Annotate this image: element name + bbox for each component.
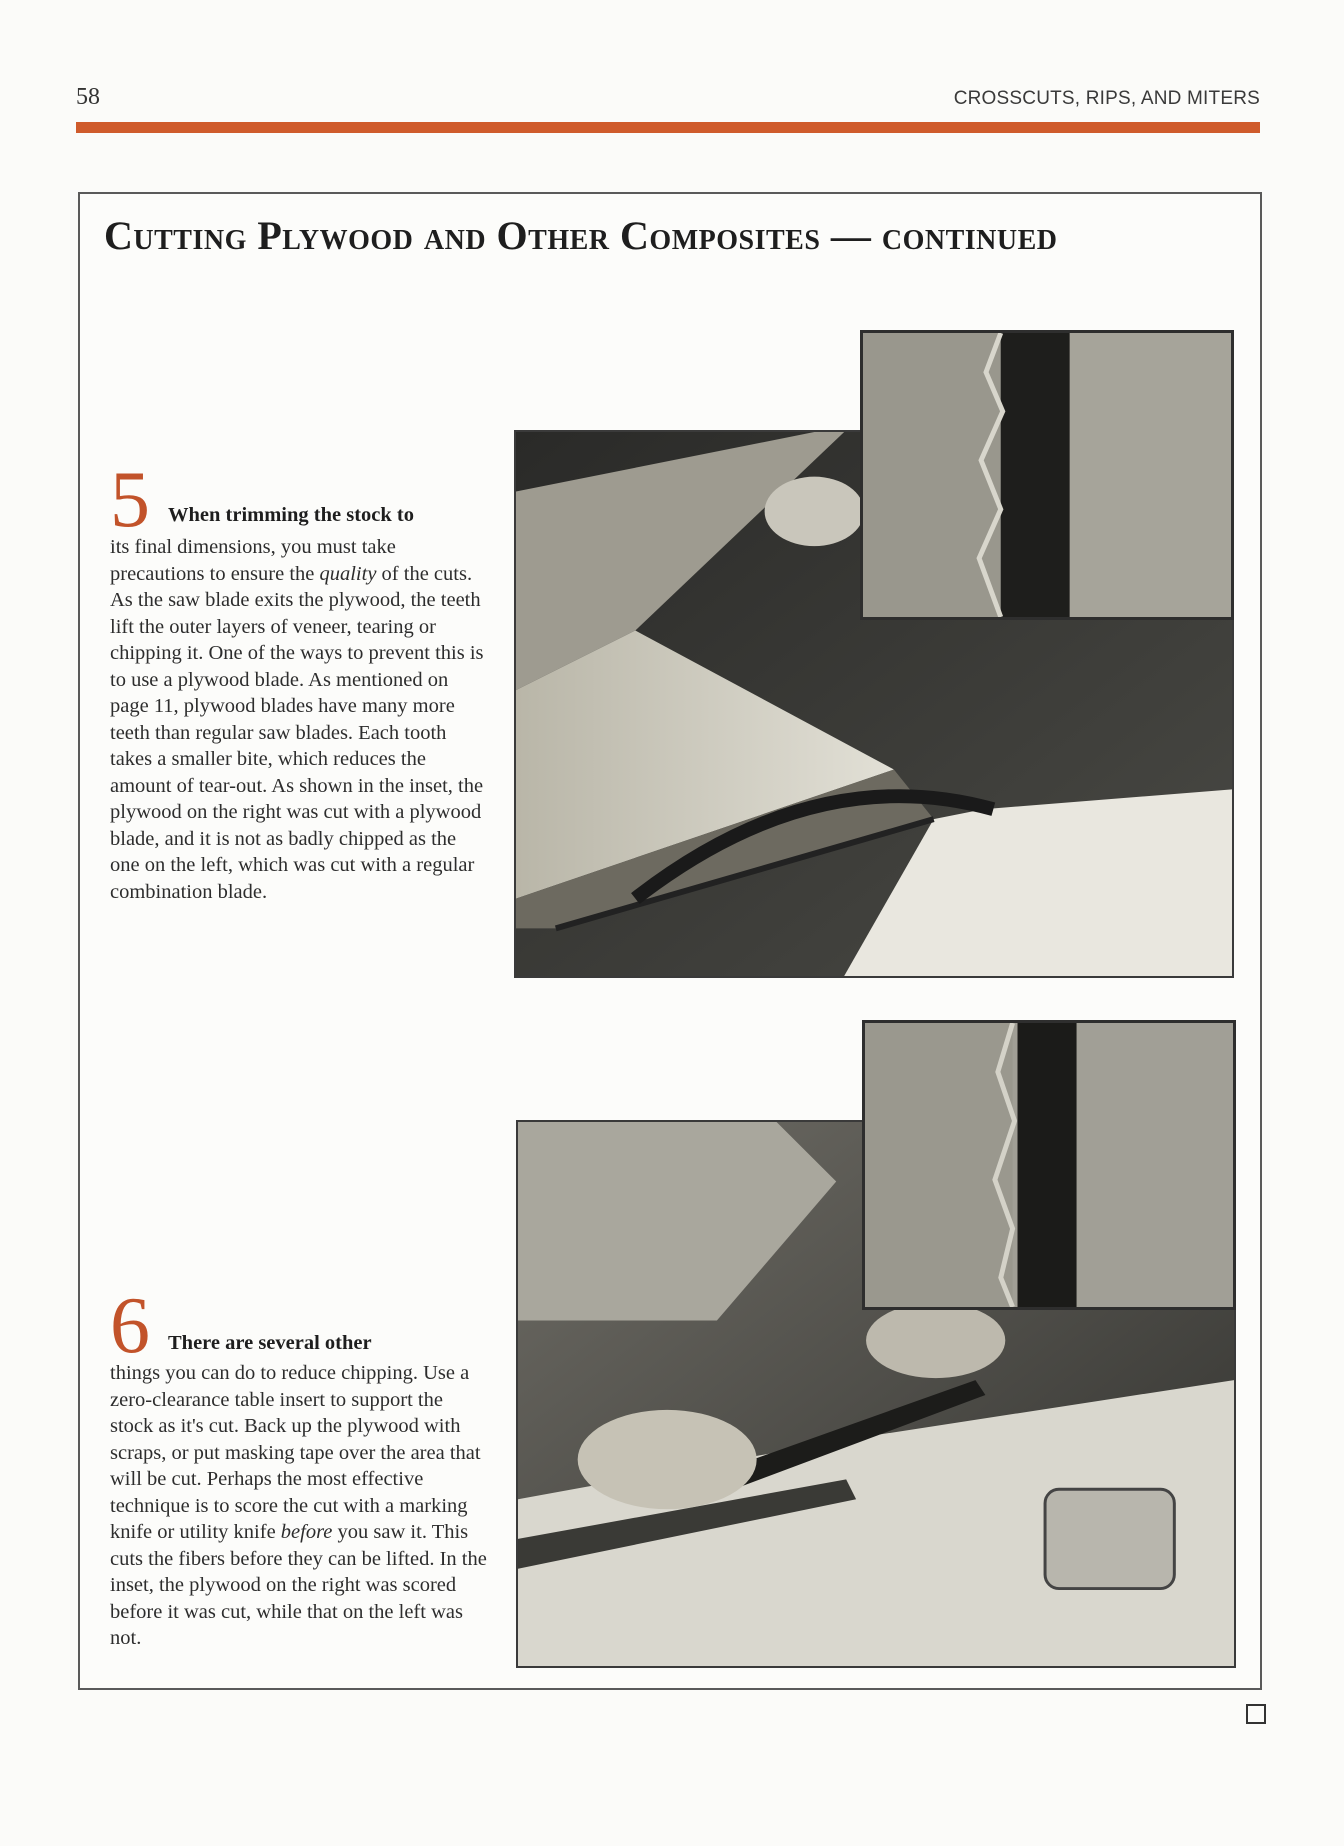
step-number: 5 (110, 456, 150, 544)
step-body-text: things you can do to reduce chipping. Use a zero-clearance table insert to support the stock as it's cut. Back up the plywood with scraps, or put masking tape over the area that will be cut. Perhaps the most effective technique is to score the cut with a marking knife or utility knife (110, 1362, 481, 1543)
step-body-text: of the cuts. As the saw blade exits the plywood, the teeth lift the outer layers of veneer, tearing or chipping it. One of the ways to prevent this is to use a plywood blade. As mentioned on page 11, plywood blades have many more teeth than regular saw blades. Each tooth takes a smaller bite, which reduces the amount of tear-out. As shown in the inset, the plywood on the right was cut with a plywood blade, and it is not as badly chipped as the one on the left, which was cut with a regular combination blade. (110, 562, 484, 903)
inset-photo-scored-edges (862, 1020, 1236, 1310)
step-number: 6 (110, 1282, 150, 1370)
step-body-emphasis: quality (319, 562, 377, 585)
step-lead: When trimming the stock to (168, 504, 414, 526)
header-rule (76, 122, 1260, 133)
step-body-text: its final dimensions, you must take precautions to ensure the (110, 536, 396, 585)
inset-photo-chipped-edges (860, 330, 1234, 620)
step-body-text: you saw it. This cuts the fibers before they can be lifted. In the inset, the plywood on the right was scored before it was cut, while that on the left was not. (110, 1521, 487, 1649)
step-body (110, 1360, 488, 1652)
section-title: Cutting Plywood and Other Composites — continued (104, 213, 1058, 258)
step-lead: There are several other (168, 1332, 372, 1354)
page-number: 58 (76, 84, 100, 110)
step-6 (110, 1282, 488, 1652)
step-body-emphasis: before (280, 1521, 333, 1543)
running-head: CROSSCUTS, RIPS, AND MITERS (953, 88, 1260, 109)
step-5 (110, 456, 488, 905)
end-mark (1246, 1704, 1266, 1724)
step-body (110, 534, 488, 905)
